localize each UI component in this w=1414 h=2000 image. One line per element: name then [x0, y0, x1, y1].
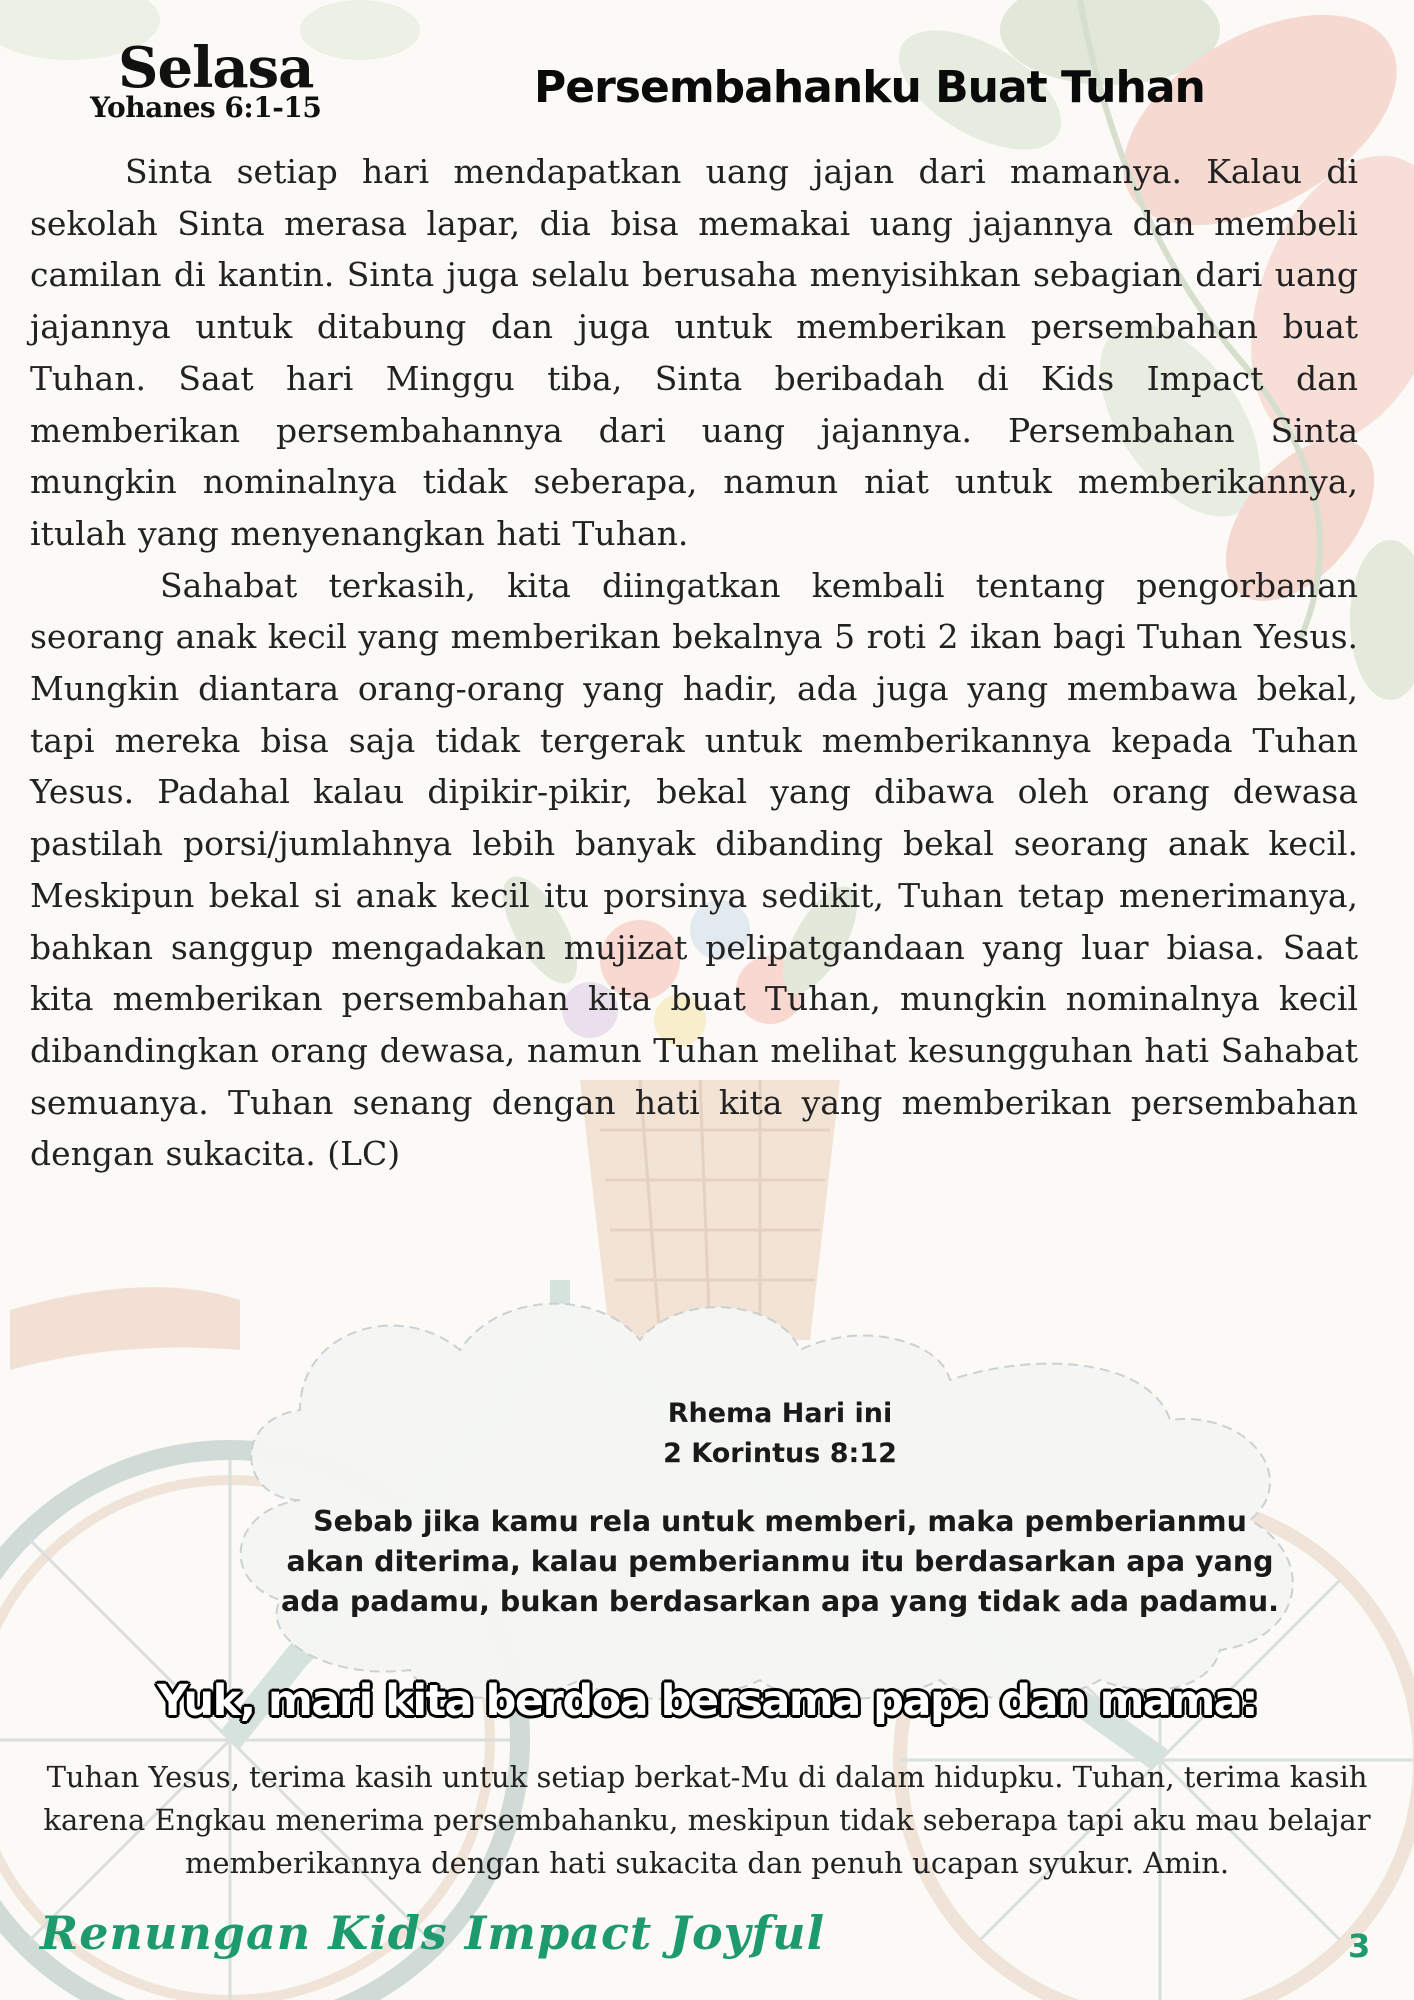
page-title: Persembahanku Buat Tuhan — [534, 62, 1205, 113]
rhema-reference: 2 Korintus 8:12 — [663, 1438, 897, 1469]
body-paragraph: Sinta setiap hari mendapatkan uang jajan dari mamanya. Kalau di sekolah Sinta merasa lapar, dia bisa memakai uang jajannya dan membeli camilan di kantin. Sinta juga selalu berusaha menyisihkan sebagian dari uang jajannya untuk ditabung dan juga untuk memberikan persembahan buat Tuhan. Saat hari Minggu tiba, Sinta beribadah di Kids Impact dan memberikan persembahannya dari uang jajannya. Persembahan Sinta mungkin nominalnya tidak seberapa, namun niat untuk memberikannya, itulah yang menyenangkan hati Tuhan. — [30, 152, 1358, 553]
footer-brand: Renungan Kids Impact Joyful — [40, 1906, 826, 1960]
scripture-reference: Yohanes 6:1-15 — [90, 91, 322, 124]
devotional-body — [30, 146, 1358, 1180]
day-label: Selasa — [118, 35, 314, 101]
prayer-text: Tuhan Yesus, terima kasih untuk setiap berkat-Mu di dalam hidupku. Tuhan, terima kasih karena Engkau menerima persembahanku, meskipun tidak seberapa tapi aku mau belajar memberikannya dengan hati sukacita dan penuh ucapan syukur. Amin. — [43, 1760, 1371, 1880]
prayer-heading: Yuk, mari kita berdoa bersama papa dan mama: — [157, 1676, 1257, 1726]
page-number: 3 — [1348, 1927, 1371, 1965]
rhema-title: Rhema Hari ini — [667, 1398, 893, 1429]
body-paragraph: Sahabat terkasih, kita diingatkan kembali tentang pengorbanan seorang anak kecil yang memberikan bekalnya 5 roti 2 ikan bagi Tuhan Yesus. Mungkin diantara orang-orang yang hadir, ada juga yang membawa bekal, tapi mereka bisa saja tidak tergerak untuk memberikannya kepada Tuhan Yesus. Padahal kalau dipikir-pikir, bekal yang dibawa oleh orang dewasa pastilah porsi/jumlahnya lebih banyak dibanding bekal seorang anak kecil. Meskipun bekal si anak kecil itu porsinya sedikit, Tuhan tetap menerimanya, bahkan sanggup mengadakan mujizat pelipatgandaan yang luar biasa. Saat kita memberikan persembahan kita buat Tuhan, mungkin nominalnya kecil dibandingkan orang dewasa, namun Tuhan melihat kesungguhan hati Sahabat semuanya. Tuhan senang dengan hati kita yang memberikan persembahan dengan sukacita. (LC) — [30, 565, 1358, 1174]
rhema-verse: Sebab jika kamu rela untuk memberi, maka pemberianmu akan diterima, kalau pemberianmu itu berdasarkan apa yang ada padamu, bukan berdasarkan apa yang tidak ada padamu. — [281, 1505, 1279, 1618]
